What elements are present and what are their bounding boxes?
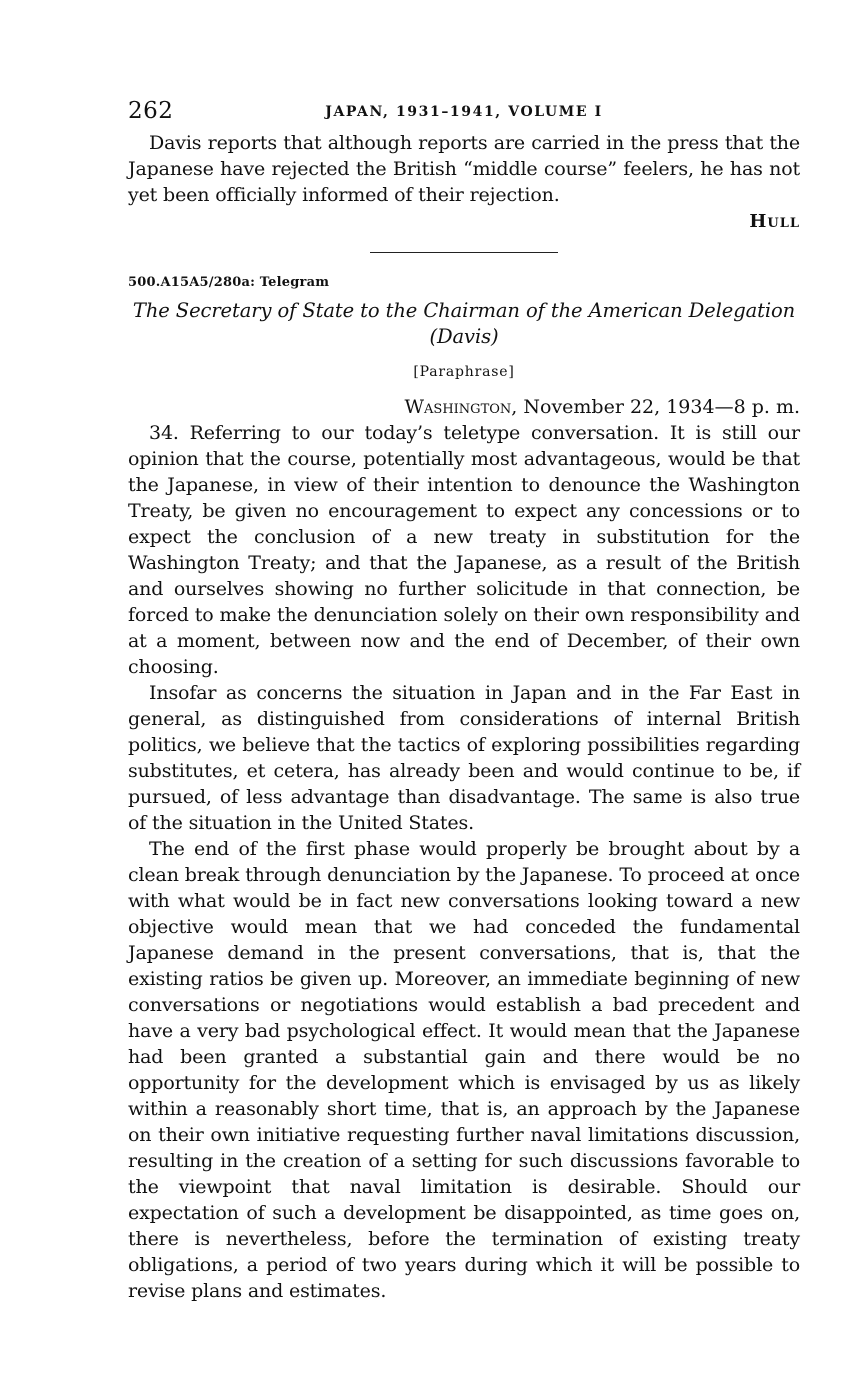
document-title: The Secretary of State to the Chairman of the American Delegation (Davis) bbox=[132, 299, 796, 348]
file-reference: 500.A15A5/280a: Telegram bbox=[128, 275, 330, 290]
running-header bbox=[128, 98, 800, 130]
document-page bbox=[128, 98, 800, 1304]
section-divider bbox=[370, 252, 558, 253]
signature: Hull bbox=[749, 211, 800, 232]
dateline-place: Washington, bbox=[404, 396, 518, 418]
dateline-date: November 22, 1934—8 p. m. bbox=[523, 396, 800, 418]
page-number: 262 bbox=[128, 98, 174, 124]
running-title: JAPAN, 1931–1941, VOLUME I bbox=[325, 104, 603, 120]
body-paragraph-1: 34. Referring to our today’s teletype conversation. It is still our opinion that the course, potentially most advantageous, would be that the Japanese, in view of their intention to denounce the Washington Treaty, be given no encouragement to expect any concessions or to expect the conclusion of a new treaty in substitution for the Washington Treaty; and that the Japanese, as a result of the British and ourselves showing no further solicitude in that connection, be forced to make the denunciation solely on their own responsibility and at a moment, between now and the end of December, of their own choosing. bbox=[128, 422, 800, 678]
previous-doc-paragraph: Davis reports that although reports are carried in the press that the Japanese have rejected the British “middle course” feelers, he has not yet been officially informed of their rejection. bbox=[128, 132, 800, 206]
paraphrase-note: [Paraphrase] bbox=[413, 364, 515, 380]
dateline bbox=[128, 394, 800, 420]
body-paragraph-2: Insofar as concerns the situation in Japan and in the Far East in general, as distinguished from considerations of internal British politics, we believe that the tactics of exploring possibilities regarding substitutes, et cetera, has already been and would continue to be, if pursued, of less advantage than disadvantage. The same is also true of the situation in the United States. bbox=[128, 682, 800, 834]
body-paragraph-3: The end of the first phase would properly be brought about by a clean break through denunciation by the Japanese. To proceed at once with what would be in fact new conversations looking toward a new objective would mean that we had conceded the fundamental Japanese demand in the present conversations, that is, that the existing ratios be given up. Moreover, an immediate beginning of new conversations or negotiations would establish a bad precedent and have a very bad psychological effect. It would mean that the Japanese had been granted a substantial gain and there would be no opportunity for the development which is envisaged by us as likely within a reasonably short time, that is, an approach by the Japanese on their own initiative requesting further naval limitations discussion, resulting in the creation of a setting for such discussions favorable to the viewpoint that naval limitation is desirable. Should our expectation of such a development be disappointed, as time goes on, there is nevertheless, before the termination of existing treaty obligations, a period of two years during which it will be possible to revise plans and estimates. bbox=[128, 838, 800, 1302]
